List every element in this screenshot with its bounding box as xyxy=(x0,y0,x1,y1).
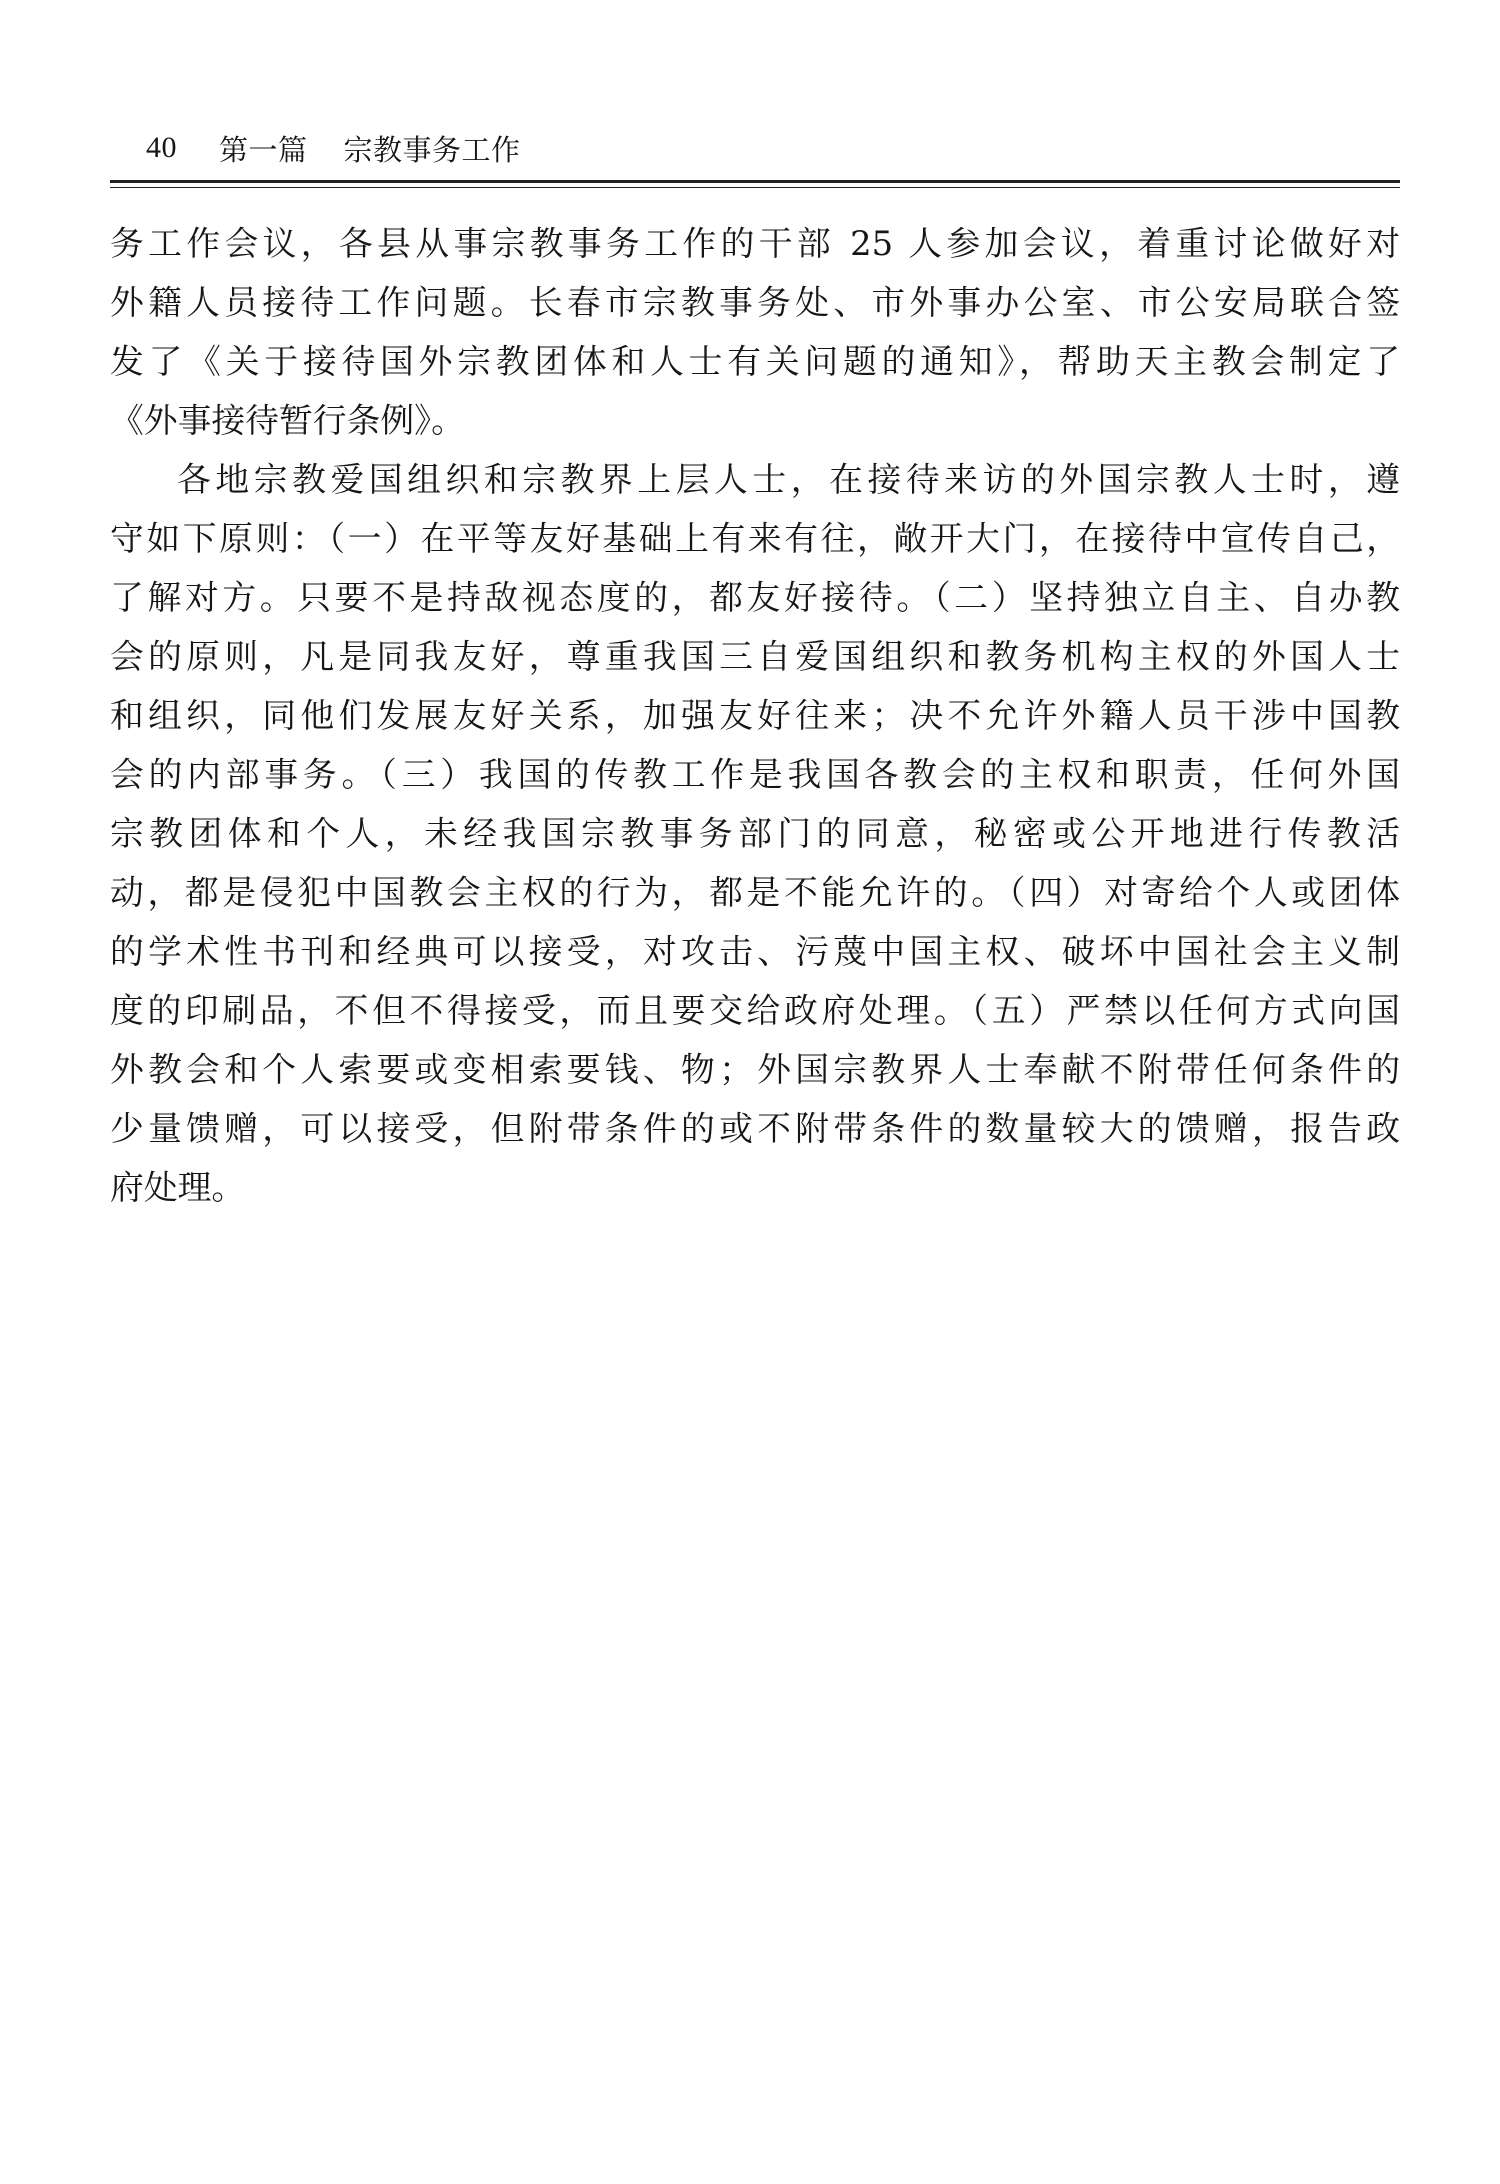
text-line: 府处理。 xyxy=(110,1168,246,1207)
paragraph-2 xyxy=(110,450,1400,1217)
text-line: 了解对方。只要不是持敌视态度的，都友好接待。（二）坚持独立自主、自办教 xyxy=(110,578,1400,617)
text-line: 的学术性书刊和经典可以接受，对攻击、污蔑中国主权、破坏中国社会主义制 xyxy=(110,932,1400,971)
running-header xyxy=(146,128,521,168)
text-line: 少量馈赠，可以接受，但附带条件的或不附带条件的数量较大的馈赠，报告政 xyxy=(110,1109,1400,1148)
text-line: 度的印刷品，不但不得接受，而且要交给政府处理。（五）严禁以任何方式向国 xyxy=(110,991,1400,1030)
section-title: 宗教事务工作 xyxy=(343,132,521,167)
text-line: 宗教团体和个人，未经我国宗教事务部门的同意，秘密或公开地进行传教活 xyxy=(110,814,1400,853)
text-line: 各地宗教爱国组织和宗教界上层人士，在接待来访的外国宗教人士时，遵 xyxy=(177,460,1400,499)
text-line: 务工作会议，各县从事宗教事务工作的干部 25 人参加会议，着重讨论做好对 xyxy=(110,224,1400,263)
text-line: 和组织，同他们发展友好关系，加强友好往来；决不允许外籍人员干涉中国教 xyxy=(110,696,1400,735)
book-page xyxy=(110,0,1400,2184)
header-rule-thin xyxy=(110,187,1400,188)
page-number: 40 xyxy=(146,131,177,164)
text-line: 发了《关于接待国外宗教团体和人士有关问题的通知》，帮助天主教会制定了 xyxy=(110,342,1400,381)
text-line: 守如下原则：（一）在平等友好基础上有来有往，敞开大门，在接待中宣传自己， xyxy=(110,519,1400,558)
paragraph-1 xyxy=(110,214,1400,450)
header-rule-thick xyxy=(110,180,1400,183)
body-text xyxy=(110,214,1400,1217)
text-line: 动，都是侵犯中国教会主权的行为，都是不能允许的。（四）对寄给个人或团体 xyxy=(110,873,1400,912)
text-line: 外教会和个人索要或变相索要钱、物；外国宗教界人士奉献不附带任何条件的 xyxy=(110,1050,1400,1089)
text-line: 外籍人员接待工作问题。长春市宗教事务处、市外事办公室、市公安局联合签 xyxy=(110,283,1400,322)
text-line: 会的内部事务。（三）我国的传教工作是我国各教会的主权和职责，任何外国 xyxy=(110,755,1400,794)
part-title: 第一篇 xyxy=(219,132,308,167)
text-line: 《外事接待暂行条例》。 xyxy=(110,401,465,440)
text-line: 会的原则，凡是同我友好，尊重我国三自爱国组织和教务机构主权的外国人士 xyxy=(110,637,1400,676)
